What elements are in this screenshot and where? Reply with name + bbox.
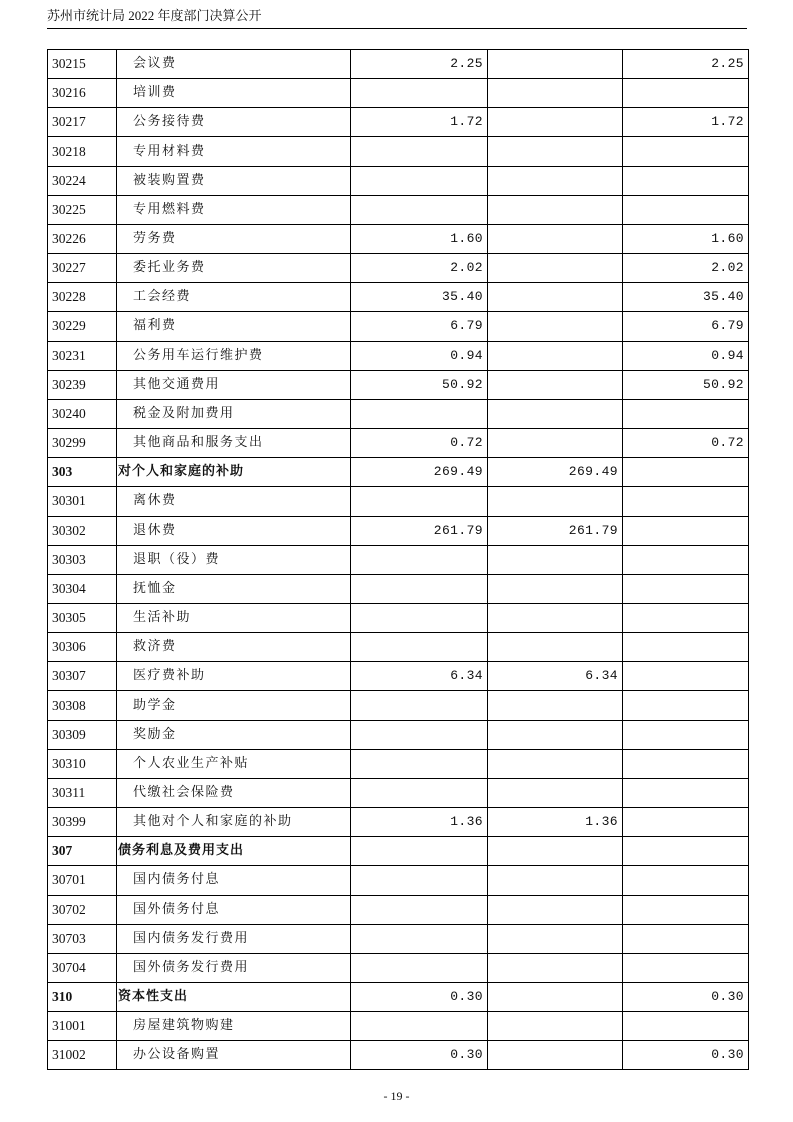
amount-cell-2 (488, 749, 623, 778)
table-row (48, 895, 749, 924)
item-name: 被装购置费 (117, 166, 351, 195)
item-name: 离休费 (117, 487, 351, 516)
amount-cell-3: 1.60 (623, 224, 749, 253)
item-name: 国外债务付息 (117, 895, 351, 924)
amount-cell-2: 6.34 (488, 662, 623, 691)
item-code: 30308 (48, 691, 117, 720)
table-row (48, 341, 749, 370)
amount-cell-3: 6.79 (623, 312, 749, 341)
item-code: 30240 (48, 399, 117, 428)
amount-cell-3: 0.94 (623, 341, 749, 370)
amount-cell-2: 261.79 (488, 516, 623, 545)
category-row (48, 837, 749, 866)
amount-cell-1 (351, 603, 488, 632)
page-number: - 19 - (383, 1089, 410, 1103)
amount-cell-2: 269.49 (488, 458, 623, 487)
table-row (48, 953, 749, 982)
amount-cell-1: 2.02 (351, 254, 488, 283)
amount-cell-3: 2.02 (623, 254, 749, 283)
table-row (48, 1041, 749, 1070)
item-code: 30399 (48, 808, 117, 837)
amount-cell-2 (488, 195, 623, 224)
amount-cell-3 (623, 778, 749, 807)
item-code: 30231 (48, 341, 117, 370)
amount-cell-2 (488, 79, 623, 108)
amount-cell-3: 35.40 (623, 283, 749, 312)
item-name: 其他对个人和家庭的补助 (117, 808, 351, 837)
amount-cell-2 (488, 837, 623, 866)
amount-cell-2 (488, 574, 623, 603)
item-code: 30310 (48, 749, 117, 778)
amount-cell-2 (488, 633, 623, 662)
amount-cell-2 (488, 50, 623, 79)
amount-cell-3 (623, 953, 749, 982)
item-name: 福利费 (117, 312, 351, 341)
item-name: 劳务费 (117, 224, 351, 253)
amount-cell-2 (488, 720, 623, 749)
item-code: 30309 (48, 720, 117, 749)
amount-cell-1 (351, 487, 488, 516)
item-code: 30304 (48, 574, 117, 603)
amount-cell-2 (488, 953, 623, 982)
item-name: 税金及附加费用 (117, 399, 351, 428)
amount-cell-3 (623, 545, 749, 574)
item-code: 30702 (48, 895, 117, 924)
item-code: 30701 (48, 866, 117, 895)
amount-cell-1 (351, 399, 488, 428)
amount-cell-2 (488, 224, 623, 253)
amount-cell-1: 0.94 (351, 341, 488, 370)
table-row (48, 545, 749, 574)
amount-cell-2 (488, 254, 623, 283)
item-name: 国内债务发行费用 (117, 924, 351, 953)
amount-cell-2 (488, 370, 623, 399)
amount-cell-1: 1.36 (351, 808, 488, 837)
amount-cell-1: 269.49 (351, 458, 488, 487)
table-row (48, 924, 749, 953)
table-row (48, 487, 749, 516)
category-row (48, 983, 749, 1012)
amount-cell-2 (488, 487, 623, 516)
amount-cell-1 (351, 545, 488, 574)
table-row (48, 603, 749, 632)
amount-cell-2 (488, 166, 623, 195)
item-name: 救济费 (117, 633, 351, 662)
table-row (48, 778, 749, 807)
item-name: 医疗费补助 (117, 662, 351, 691)
table-row (48, 808, 749, 837)
table-row (48, 137, 749, 166)
amount-cell-3: 0.30 (623, 1041, 749, 1070)
document-header-title: 苏州市统计局 2022 年度部门决算公开 (47, 8, 262, 23)
amount-cell-3 (623, 720, 749, 749)
item-name: 培训费 (117, 79, 351, 108)
amount-cell-1: 35.40 (351, 283, 488, 312)
amount-cell-2 (488, 399, 623, 428)
table-body (48, 50, 749, 1070)
table-row (48, 429, 749, 458)
amount-cell-1 (351, 837, 488, 866)
amount-cell-3 (623, 691, 749, 720)
amount-cell-2 (488, 341, 623, 370)
item-code: 30228 (48, 283, 117, 312)
item-code: 30307 (48, 662, 117, 691)
table-row (48, 662, 749, 691)
amount-cell-3 (623, 662, 749, 691)
item-name: 退职（役）费 (117, 545, 351, 574)
amount-cell-3: 2.25 (623, 50, 749, 79)
item-code: 307 (48, 837, 117, 866)
amount-cell-2 (488, 312, 623, 341)
amount-cell-2 (488, 983, 623, 1012)
item-code: 30301 (48, 487, 117, 516)
amount-cell-2 (488, 108, 623, 137)
amount-cell-3 (623, 574, 749, 603)
item-name: 办公设备购置 (117, 1041, 351, 1070)
item-code: 30215 (48, 50, 117, 79)
item-code: 30216 (48, 79, 117, 108)
amount-cell-1: 6.34 (351, 662, 488, 691)
item-name: 国内债务付息 (117, 866, 351, 895)
item-code: 30227 (48, 254, 117, 283)
amount-cell-3 (623, 749, 749, 778)
item-name: 代缴社会保险费 (117, 778, 351, 807)
table-row (48, 1012, 749, 1041)
amount-cell-3 (623, 603, 749, 632)
amount-cell-3 (623, 399, 749, 428)
amount-cell-3: 50.92 (623, 370, 749, 399)
amount-cell-3 (623, 633, 749, 662)
table-row (48, 516, 749, 545)
item-code: 30224 (48, 166, 117, 195)
table-row (48, 399, 749, 428)
item-code: 30311 (48, 778, 117, 807)
item-code: 30299 (48, 429, 117, 458)
amount-cell-1: 1.72 (351, 108, 488, 137)
amount-cell-1 (351, 79, 488, 108)
table-row (48, 224, 749, 253)
amount-cell-1 (351, 574, 488, 603)
amount-cell-1 (351, 749, 488, 778)
item-name: 其他交通费用 (117, 370, 351, 399)
item-name: 债务利息及费用支出 (117, 837, 351, 866)
item-name: 资本性支出 (117, 983, 351, 1012)
table-row (48, 312, 749, 341)
item-code: 30218 (48, 137, 117, 166)
expenditure-table (47, 49, 749, 1070)
amount-cell-1 (351, 691, 488, 720)
item-name: 房屋建筑物购建 (117, 1012, 351, 1041)
amount-cell-2: 1.36 (488, 808, 623, 837)
table-row (48, 283, 749, 312)
amount-cell-2 (488, 1012, 623, 1041)
item-name: 对个人和家庭的补助 (117, 458, 351, 487)
table-row (48, 720, 749, 749)
header-divider (47, 28, 747, 29)
item-code: 30703 (48, 924, 117, 953)
table-row (48, 166, 749, 195)
amount-cell-1 (351, 166, 488, 195)
amount-cell-3 (623, 837, 749, 866)
item-code: 30305 (48, 603, 117, 632)
amount-cell-1 (351, 778, 488, 807)
amount-cell-1 (351, 953, 488, 982)
item-code: 310 (48, 983, 117, 1012)
item-code: 30303 (48, 545, 117, 574)
amount-cell-2 (488, 603, 623, 632)
table-row (48, 195, 749, 224)
amount-cell-3 (623, 137, 749, 166)
amount-cell-2 (488, 283, 623, 312)
amount-cell-3 (623, 895, 749, 924)
item-code: 30217 (48, 108, 117, 137)
item-name: 公务接待费 (117, 108, 351, 137)
amount-cell-1 (351, 137, 488, 166)
amount-cell-1: 0.72 (351, 429, 488, 458)
item-name: 会议费 (117, 50, 351, 79)
item-code: 30239 (48, 370, 117, 399)
item-name: 专用材料费 (117, 137, 351, 166)
amount-cell-1 (351, 633, 488, 662)
item-code: 30229 (48, 312, 117, 341)
amount-cell-1: 1.60 (351, 224, 488, 253)
amount-cell-1: 0.30 (351, 983, 488, 1012)
table-row (48, 633, 749, 662)
item-code: 31002 (48, 1041, 117, 1070)
amount-cell-1 (351, 866, 488, 895)
amount-cell-1 (351, 195, 488, 224)
amount-cell-1: 261.79 (351, 516, 488, 545)
item-name: 公务用车运行维护费 (117, 341, 351, 370)
table-row (48, 574, 749, 603)
amount-cell-3 (623, 924, 749, 953)
amount-cell-2 (488, 1041, 623, 1070)
item-name: 退休费 (117, 516, 351, 545)
amount-cell-2 (488, 866, 623, 895)
amount-cell-3 (623, 1012, 749, 1041)
amount-cell-2 (488, 691, 623, 720)
amount-cell-3 (623, 195, 749, 224)
item-code: 30226 (48, 224, 117, 253)
item-code: 30225 (48, 195, 117, 224)
amount-cell-2 (488, 429, 623, 458)
amount-cell-1 (351, 1012, 488, 1041)
item-name: 其他商品和服务支出 (117, 429, 351, 458)
amount-cell-1: 50.92 (351, 370, 488, 399)
amount-cell-3: 0.30 (623, 983, 749, 1012)
amount-cell-3 (623, 866, 749, 895)
item-code: 30302 (48, 516, 117, 545)
item-name: 国外债务发行费用 (117, 953, 351, 982)
amount-cell-3 (623, 166, 749, 195)
item-name: 奖励金 (117, 720, 351, 749)
amount-cell-1 (351, 895, 488, 924)
amount-cell-1: 2.25 (351, 50, 488, 79)
item-name: 专用燃料费 (117, 195, 351, 224)
amount-cell-1: 6.79 (351, 312, 488, 341)
amount-cell-2 (488, 778, 623, 807)
amount-cell-2 (488, 895, 623, 924)
table-row (48, 254, 749, 283)
table-row (48, 79, 749, 108)
amount-cell-1 (351, 720, 488, 749)
amount-cell-2 (488, 924, 623, 953)
table-row (48, 866, 749, 895)
category-row (48, 458, 749, 487)
amount-cell-2 (488, 137, 623, 166)
table-row (48, 749, 749, 778)
amount-cell-3 (623, 808, 749, 837)
amount-cell-2 (488, 545, 623, 574)
item-name: 生活补助 (117, 603, 351, 632)
amount-cell-1: 0.30 (351, 1041, 488, 1070)
item-code: 31001 (48, 1012, 117, 1041)
item-name: 工会经费 (117, 283, 351, 312)
item-name: 个人农业生产补贴 (117, 749, 351, 778)
amount-cell-3 (623, 516, 749, 545)
item-name: 委托业务费 (117, 254, 351, 283)
table-row (48, 108, 749, 137)
amount-cell-1 (351, 924, 488, 953)
amount-cell-3 (623, 458, 749, 487)
item-code: 303 (48, 458, 117, 487)
table-row (48, 50, 749, 79)
item-name: 抚恤金 (117, 574, 351, 603)
amount-cell-3 (623, 487, 749, 516)
item-code: 30704 (48, 953, 117, 982)
amount-cell-3: 1.72 (623, 108, 749, 137)
amount-cell-3 (623, 79, 749, 108)
table-row (48, 691, 749, 720)
item-name: 助学金 (117, 691, 351, 720)
table-row (48, 370, 749, 399)
item-code: 30306 (48, 633, 117, 662)
amount-cell-3: 0.72 (623, 429, 749, 458)
